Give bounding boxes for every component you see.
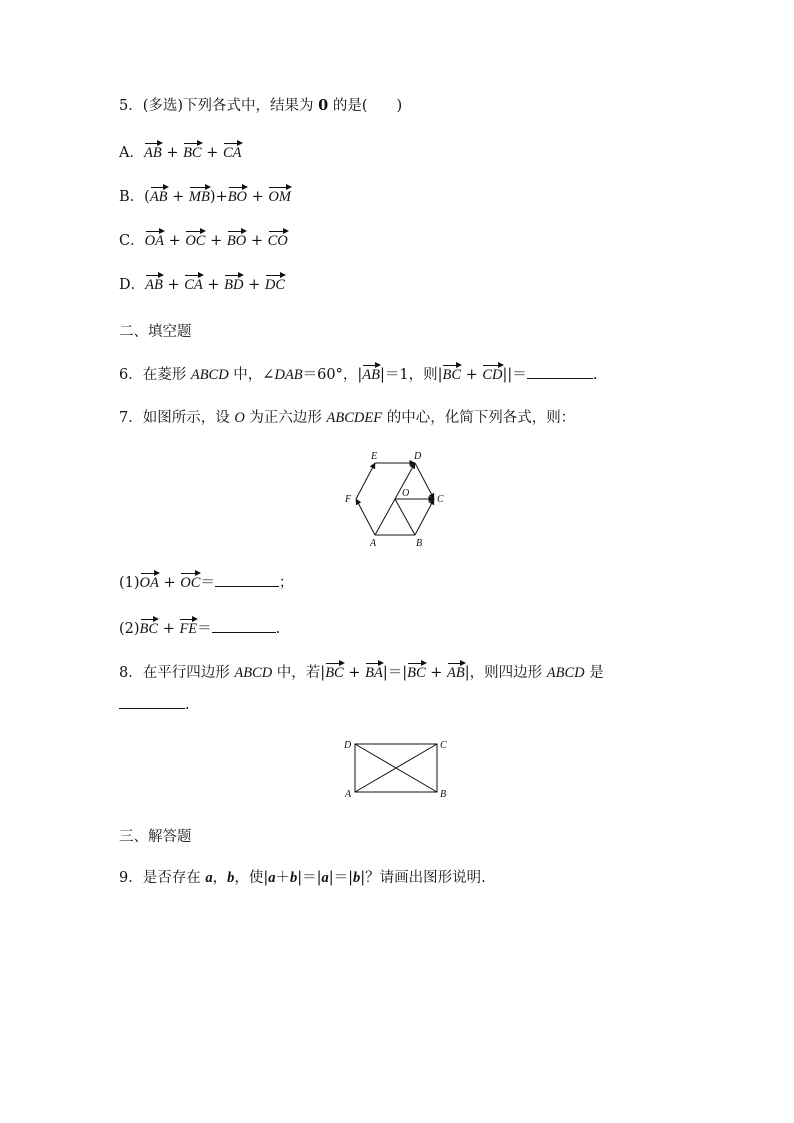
rect-label-c: C [440,740,447,751]
q7-part2-answer-blank[interactable] [212,618,276,633]
label-d: D [414,451,422,462]
vector-ca: CA [223,140,242,160]
label-b: B [416,538,423,549]
seg-ob [395,499,415,535]
edge-dc [415,463,434,499]
label-o: O [402,488,410,499]
q7-part2: (2)BC + FE＝ . [119,616,280,639]
q6-text: 6．在菱形 ABCD 中，∠DAB＝60°，|AB|＝1，则|BC + CD||＝ . [119,362,597,385]
q5-option-c: C．OA + OC + BO + CO [119,228,288,251]
vector-bc: BC [183,140,202,160]
section-heading-answer: 三、解答题 [119,829,192,845]
q9-text: 9．是否存在 a，b，使|a＋b|＝|a|＝|b|？请画出图形说明. [119,870,486,886]
edge-bc [415,499,434,535]
q8-answer-blank[interactable] [119,694,185,709]
q5-option-d: D．AB + CA + BD + DC [119,272,285,295]
label-c: C [437,494,444,505]
rect-label-b: B [440,789,447,800]
q6-answer-blank[interactable] [527,364,593,379]
rect-label-d: D [344,740,352,751]
section-heading-fill-in: 二、填空题 [119,324,192,340]
label-e: E [371,451,378,462]
q8-text: 8．在平行四边形 ABCD 中，若|BC + BA|＝|BC + AB|，则四边形 ABCD 是 [119,660,604,683]
vector-ab: AB [144,140,162,160]
edge-fe [356,463,375,499]
edge-af [356,499,375,535]
hexagon-diagram [330,445,460,555]
q5-option-b: B．(AB + MB)+BO + OM [119,184,291,207]
label-f: F [345,494,352,505]
q7-part1-answer-blank[interactable] [215,572,279,587]
label-a: A [370,538,377,549]
q5-stem: 5．(多选)下列各式中，结果为 0 的是( ) [119,97,403,114]
q7-text: 7．如图所示，设 O 为正六边形 ABCDEF 的中心，化简下列各式，则： [119,410,576,426]
rect-label-a: A [345,789,352,800]
q8-answer-line: . [119,694,190,715]
q5-option-a: A．AB + BC + CA [119,140,242,163]
rectangle-diagram [340,735,455,801]
q7-part1: (1)OA + OC＝ ； [119,570,293,593]
